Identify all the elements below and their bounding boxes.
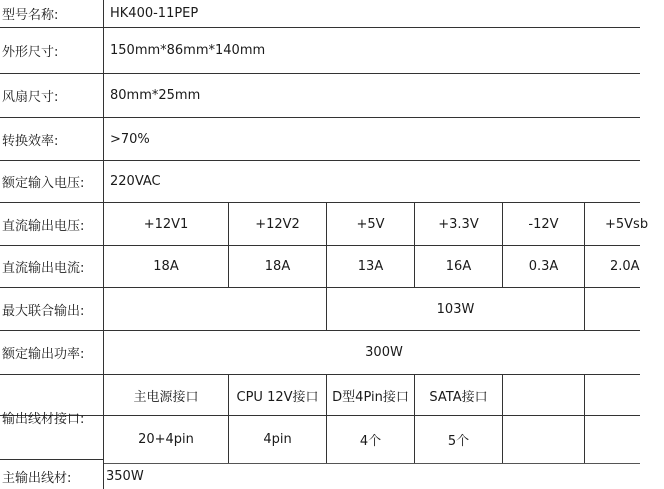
fan-size-value: 80mm*25mm: [110, 88, 201, 103]
connector-name: 主电源接口: [133, 389, 199, 405]
dc-voltage-label: 直流输出电压:: [2, 218, 85, 234]
dc-voltage-cell: +12V2: [255, 216, 300, 232]
dc-voltage-cell: +5V: [356, 216, 385, 232]
dc-current-cell: 16A: [445, 259, 472, 274]
efficiency-value: >70%: [110, 131, 150, 147]
max-combined-value: 103W: [436, 301, 475, 317]
dimensions-value: 150mm*86mm*140mm: [110, 43, 266, 58]
dc-current-cell: 18A: [264, 259, 291, 274]
dc-voltage-cell: +5Vsb: [605, 216, 649, 232]
connector-count: 5个: [447, 434, 470, 449]
model-value: HK400-11PEP: [110, 6, 199, 21]
input-voltage-value: 220VAC: [110, 174, 161, 189]
connectors-label: 输出线材接口:: [2, 411, 85, 427]
dc-current-cell: 18A: [153, 259, 179, 274]
connector-name: CPU 12V接口: [236, 389, 319, 405]
connector-count: 4pin: [263, 432, 292, 447]
dc-voltage-cell: -12V: [528, 216, 559, 232]
dc-current-cell: 0.3A: [528, 259, 559, 274]
dc-current-cell: 13A: [357, 259, 384, 274]
grid-line: [502, 374, 503, 463]
connector-name: D型4Pin接口: [332, 389, 409, 405]
max-combined-label: 最大联合输出:: [2, 303, 85, 319]
grid-line: [0, 459, 104, 460]
main-cable-value: 350W: [106, 469, 144, 484]
dc-voltage-cell: +3.3V: [438, 216, 479, 232]
input-voltage-label: 额定输入电压:: [2, 176, 85, 191]
connector-count: 4个: [359, 434, 382, 449]
grid-line: [584, 374, 585, 463]
grid-line: [584, 202, 585, 330]
dimensions-label: 外形尺寸:: [2, 45, 59, 60]
connector-count: 20+4pin: [138, 432, 194, 447]
dc-current-label: 直流输出电流:: [2, 261, 85, 276]
model-label: 型号名称:: [2, 8, 59, 23]
efficiency-label: 转换效率:: [2, 133, 59, 149]
connector-name: SATA接口: [429, 389, 488, 405]
fan-size-label: 风扇尺寸:: [2, 90, 59, 105]
rated-power-label: 额定输出功率:: [2, 347, 85, 362]
dc-current-cell: 2.0A: [610, 259, 640, 274]
dc-voltage-cell: +12V1: [143, 216, 189, 232]
rated-power-value: 300W: [365, 345, 403, 360]
main-cable-label: 主输出线材:: [2, 471, 72, 486]
